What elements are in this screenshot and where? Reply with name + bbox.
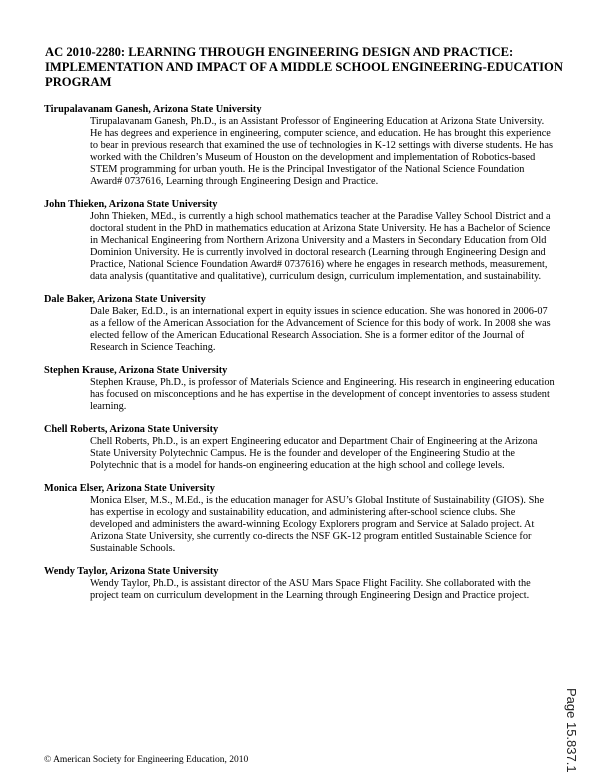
author-bio-text: Stephen Krause, Ph.D., is professor of Materials Science and Engineering. His research in engineering education has focused on misconceptions and he has expertise in the development of concept inventories to assess student learning. [90, 377, 555, 412]
author-name: Stephen Krause, Arizona State University [44, 365, 228, 376]
author-name: Monica Elser, Arizona State University [44, 483, 215, 494]
author-bio [44, 199, 556, 283]
author-bio-text: Tirupalavanam Ganesh, Ph.D., is an Assistant Professor of Engineering Education at Arizona State University. He has degrees and experience in engineering, computer science, and education. He has brought this experience to bear in previous research that examined the use of technologies in K-12 settings with diverse students. He has worked with the Children’s Museum of Houston on the development and implementation of Robotics-based STEM programming for urban youth. He is the Principal Investigator of the National Science Foundation Award# 0737616, Learning through Engineering Design and Practice. [90, 116, 553, 187]
copyright-footer: © American Society for Engineering Education, 2010 [44, 755, 249, 765]
author-bio [44, 483, 556, 555]
page-number: Page 15.837.1 [564, 688, 579, 773]
author-bio [44, 104, 556, 188]
author-name: Chell Roberts, Arizona State University [44, 424, 219, 435]
author-bio [44, 294, 556, 354]
author-bio-text: Chell Roberts, Ph.D., is an expert Engineering educator and Department Chair of Engineering at the Arizona State University Polytechnic Campus. He is the founder and developer of the Engineering Studio at the Polytechnic that is a model for hands-on engineering education at the high school and college levels. [90, 436, 538, 471]
author-bio-text: Monica Elser, M.S., M.Ed., is the education manager for ASU’s Global Institute of Sustainability (GIOS). She has expertise in ecology and sustainability education, and administering after-school science clubs. She developed and administers the award-winning Ecology Explorers program and Service at Salado project. At Arizona State University, she currently co-directs the NSF GK-12 program entitled Sustainable Science for Sustainable Schools. [90, 495, 545, 554]
author-bio [44, 566, 556, 602]
author-name: Tirupalavanam Ganesh, Arizona State University [44, 104, 262, 115]
author-name: John Thieken, Arizona State University [44, 199, 218, 210]
author-name: Wendy Taylor, Arizona State University [44, 566, 219, 577]
author-name: Dale Baker, Arizona State University [44, 294, 206, 305]
author-bio [44, 365, 556, 413]
author-bio-text: Wendy Taylor, Ph.D., is assistant director of the ASU Mars Space Flight Facility. She collaborated with the project team on curriculum development in the Learning through Engineering Design and Practice project. [90, 578, 531, 601]
author-bio [44, 424, 556, 472]
paper-title: AC 2010-2280: LEARNING THROUGH ENGINEERING DESIGN AND PRACTICE: IMPLEMENTATION AND IMPACT OF A MIDDLE SCHOOL ENGINEERING-EDUCATION PROGRAM [45, 45, 563, 89]
author-bio-text: John Thieken, MEd., is currently a high school mathematics teacher at the Paradise Valley School District and a doctoral student in the PhD in mathematics education at Arizona State University. He has a Bachelor of Science in Mechanical Engineering from Northern Arizona University and a Masters in Secondary Education from Old Dominion University. He is currently involved in doctoral research (Learning through Engineering Design and Practice, National Science Foundation Award# 0737616) where he engages in research methods, measurement, data analysis (quantitative and qualitative), curriculum design, curriculum implementation, and sustainability. [90, 211, 551, 282]
author-bio-text: Dale Baker, Ed.D., is an international expert in equity issues in science education. She was honored in 2006-07 as a fellow of the American Association for the Advancement of Science for this body of work. In 2008 she was elected fellow of the American Educational Research Association. She is a former editor of the Journal of Research in Science Teaching. [90, 306, 551, 353]
author-bios [44, 104, 556, 613]
